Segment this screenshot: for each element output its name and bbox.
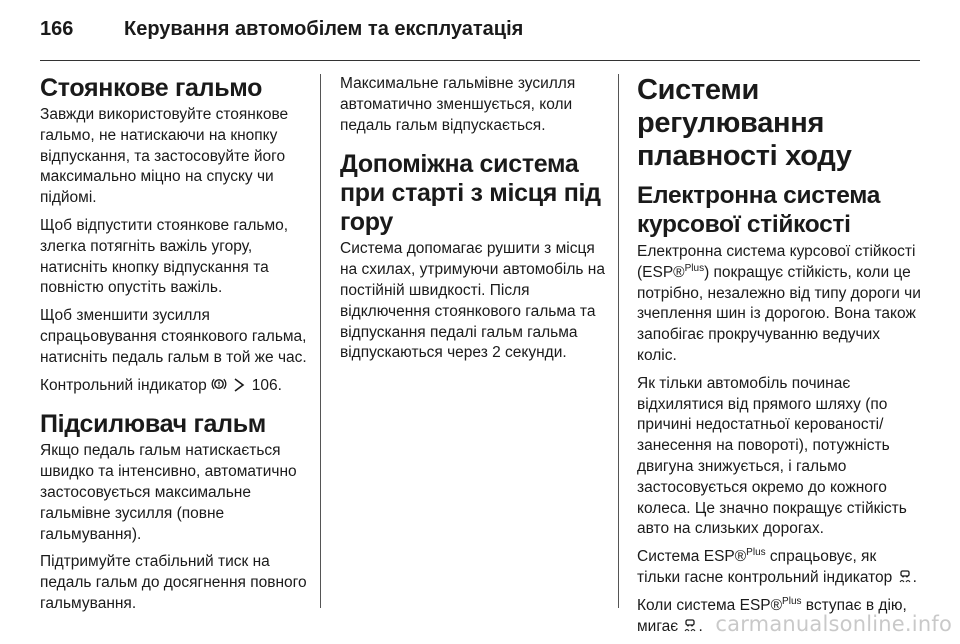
paragraph: Якщо педаль гальм натискається швидко та інтенсивно, автоматично застосовується максимальне гальмівне зусилля (повне гальмування).	[40, 442, 297, 543]
chapter-title: Керування автомобілем та експлуатація	[124, 18, 524, 40]
paragraph: Завжди використовуйте стоянкове гальмо, не натискаючи на кнопку відпускання, та застосовуйте його максимально міцно на спуску чи підйомі.	[40, 106, 289, 207]
heading-driving-control-systems: Системи регулювання плавності ходу	[637, 74, 852, 172]
paragraph: Електронна система курсової стійкості (ESP®$^{Plus}$) покращує стійкість, коли це потрібно, незалежно від типу дороги чи зчеплення шин із дорогою. Вона також запобігає прокручуванню ведучих коліс.	[637, 243, 921, 364]
page-header	[40, 18, 920, 50]
paragraph: Щоб відпустити стоянкове гальмо, злегка потягніть важіль угору, натисніть кнопку відпускання та повністю опустіть важіль.	[40, 216, 289, 297]
paragraph: Щоб зменшити зусилля спрацьовування стоянкового гальма, натисніть педаль гальм в той же час.	[40, 307, 307, 366]
paragraph: Як тільки автомобіль починає відхилятися від прямого шляху (по причині недостатньої керованості/занесення на повороті), потужність двигуна знижується, і гальмо застосовується окремо до кожного колеса. Це значно покращує стійкість авто на слизьких дорогах.	[637, 374, 907, 538]
heading-brake-assist: Підсилювач гальм	[40, 410, 266, 439]
paragraph: Підтримуйте стабільний тиск на педаль гальм до досягнення повного гальмування.	[40, 553, 307, 612]
esp-indicator-icon	[682, 617, 698, 633]
esp-indicator-icon	[897, 568, 913, 584]
paragraph: Система ESP®$^{Plus}$ спрацьовує, як тільки гасне контрольний індикатор .	[637, 547, 917, 586]
watermark: carmanualsonline.info	[715, 612, 952, 636]
paragraph-indicator-ref: Контрольний індикатор 106.	[40, 376, 282, 394]
heading-hill-start-assist: Допоміжна система при старті з місця під гору	[340, 150, 601, 237]
page-reference[interactable]: 106.	[251, 376, 282, 394]
heading-parking-brake: Стоянкове гальмо	[40, 74, 263, 102]
column-divider	[618, 74, 619, 608]
paragraph: Максимальне гальмівне зусилля автоматично зменшується, коли педаль гальм відпускається.	[340, 75, 576, 134]
page-number: 166	[40, 18, 74, 40]
page-reference-arrow-icon	[233, 378, 245, 392]
column-divider	[320, 74, 321, 608]
column-2	[340, 74, 608, 371]
paragraph: Коли система ESP®$^{Plus}$ вступає в дію, мигає .	[637, 595, 907, 635]
paragraph: Система допомагає рушити з місця на схилах, утримуючи автомобіль на постійній швидкості. Після відключення стоянкового гальма та відпускання педалі гальм гальма відпускаються через 2 секунди.	[340, 240, 605, 362]
heading-esp: Електронна система курсової стійкості	[637, 182, 881, 238]
header-rule	[40, 60, 920, 61]
brake-warning-icon	[211, 376, 227, 392]
column-1	[40, 74, 308, 622]
column-3	[637, 74, 923, 644]
